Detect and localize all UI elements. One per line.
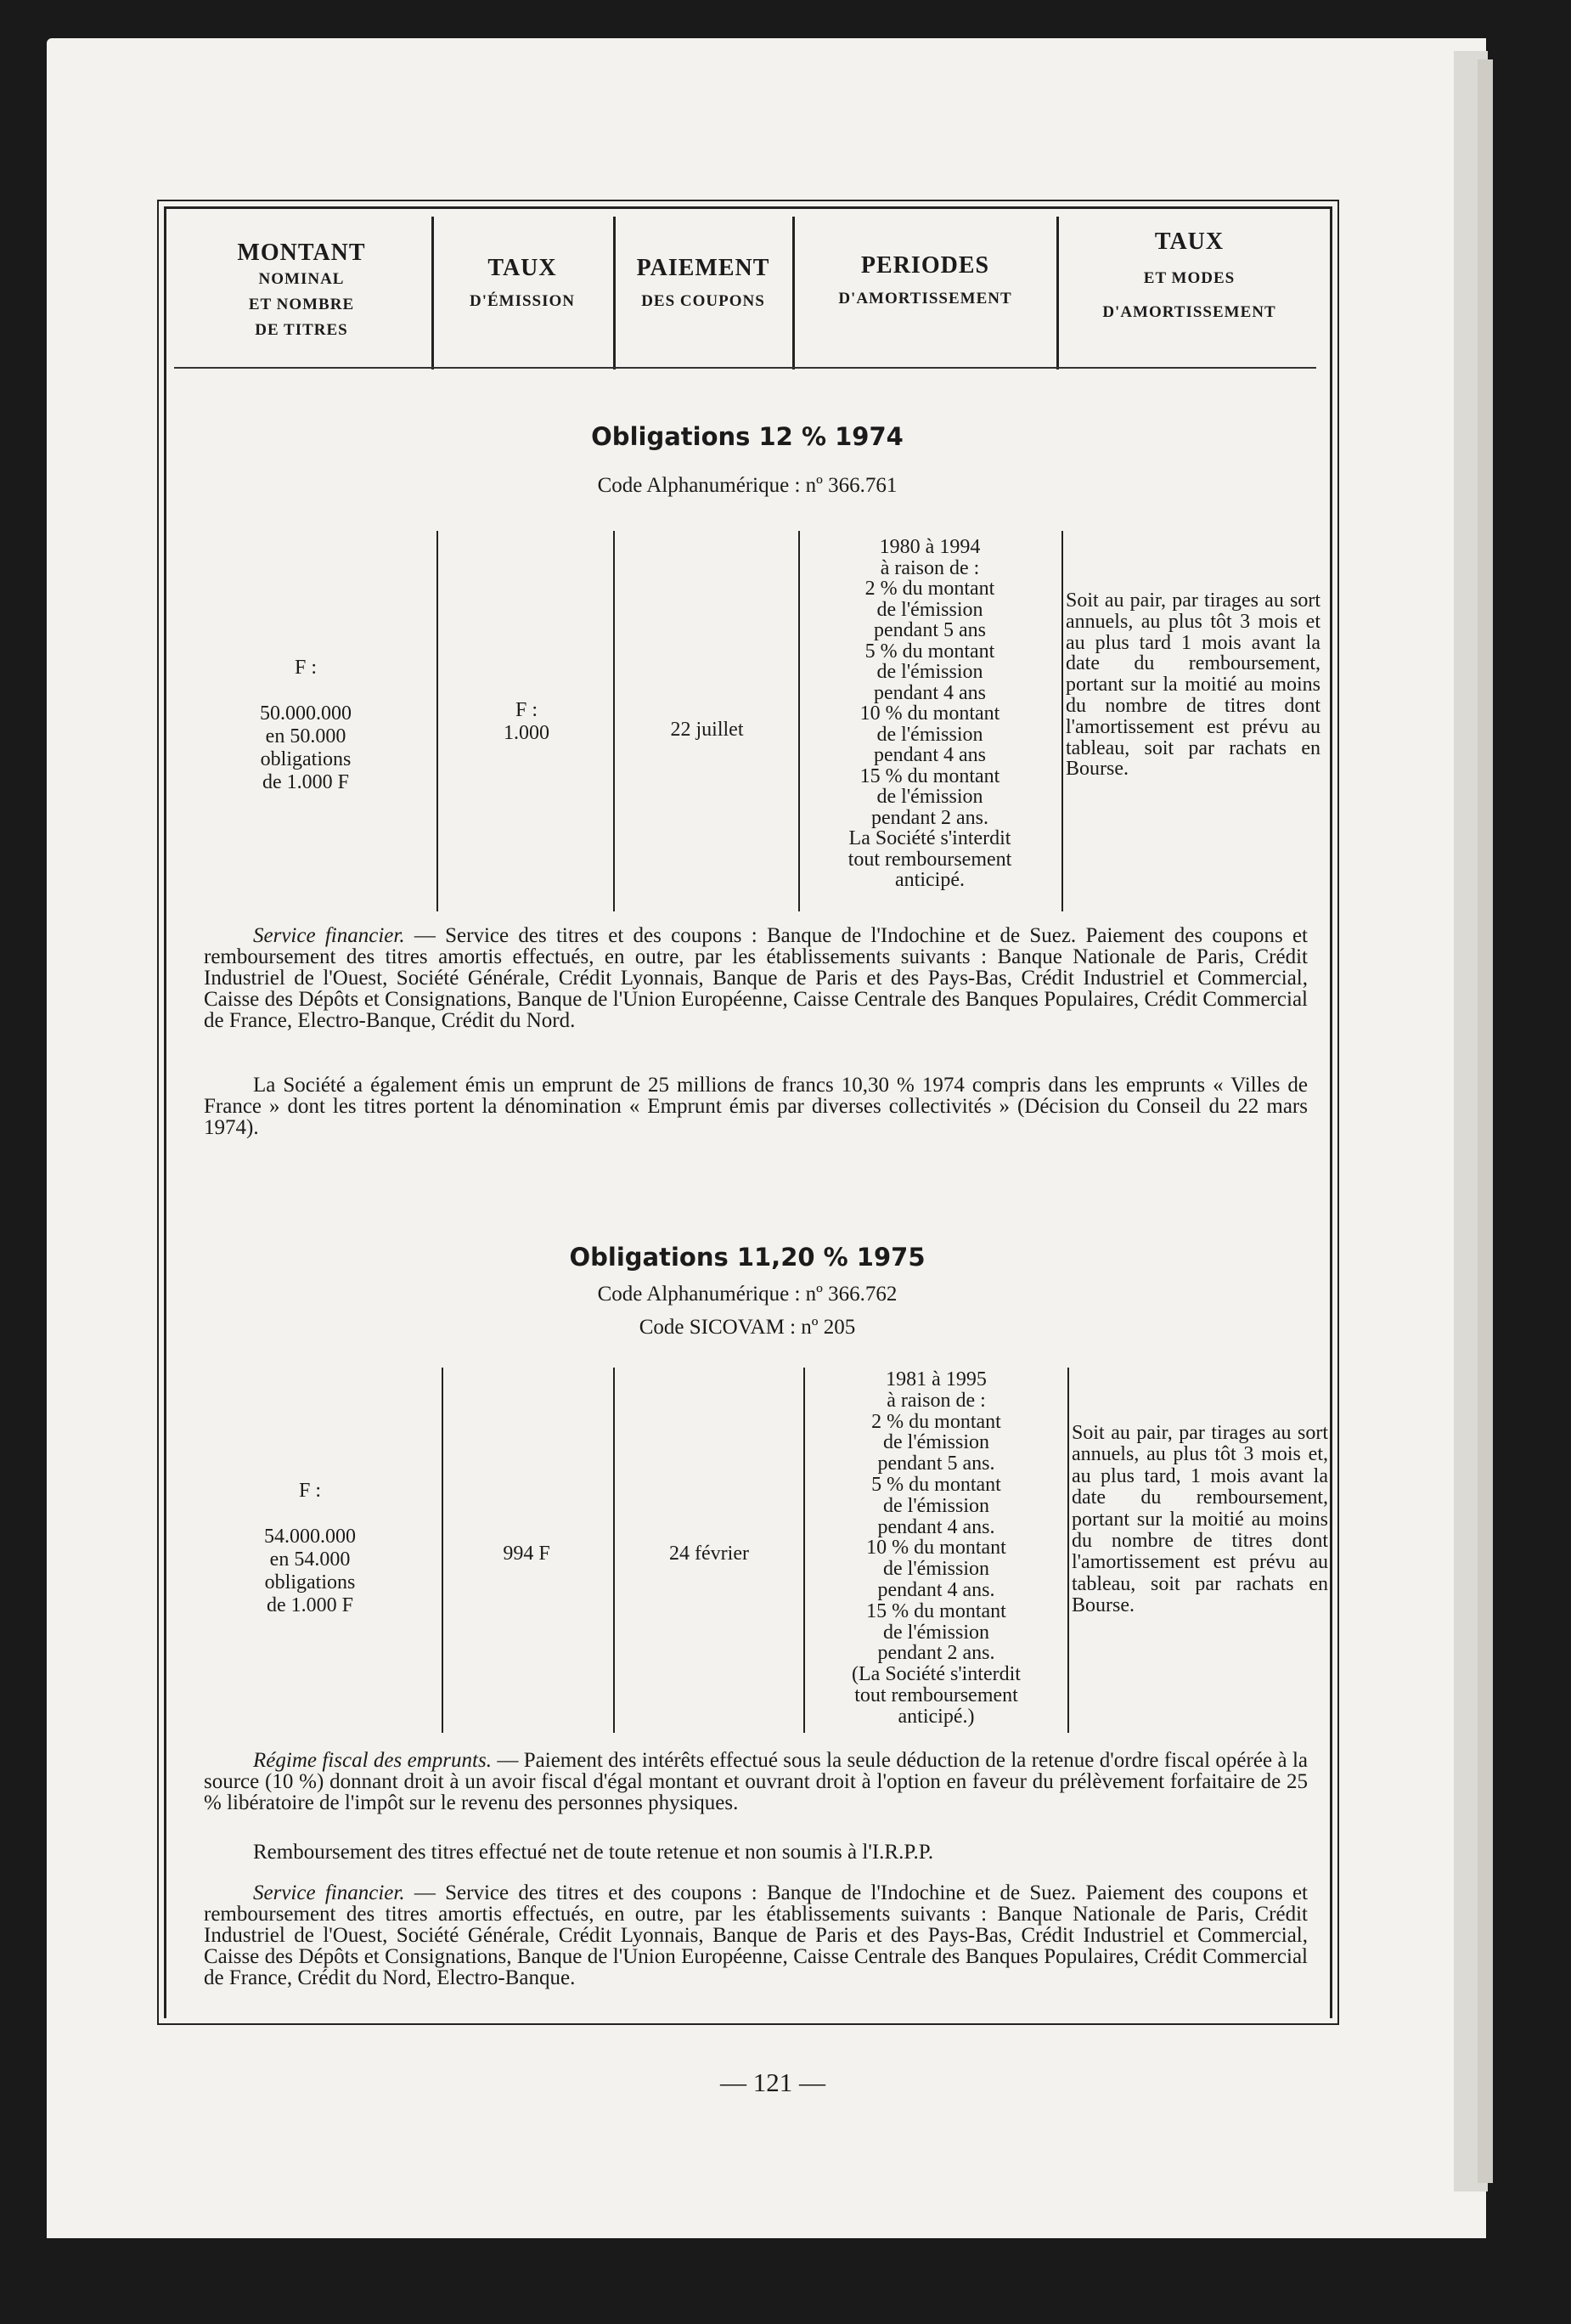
s2-service-financier xyxy=(204,1882,1308,1988)
header-paiement-l2: DES COUPONS xyxy=(641,292,765,310)
header-montant-l3: ET NOMBRE xyxy=(248,296,355,313)
header-taux-l2: D'ÉMISSION xyxy=(469,292,576,310)
s2-regime-text: — Paiement des intérêts effectué sous la seule déduction de la retenue d'ordre fiscal opérée à la source (10 %) donnant droit à un avoir fiscal d'égal montant et ouvrant droit à l'option en faveur du prélèvement forfaitaire de 25 % libératoire de l'impôt sur le revenu des personnes physiques. xyxy=(204,1749,1308,1814)
section2-code2: Code SICOVAM : nº 205 xyxy=(639,1316,856,1339)
s2-regime-fiscal xyxy=(204,1750,1308,1814)
header-bottom-rule xyxy=(174,367,1316,369)
header-paiement xyxy=(617,217,790,406)
s2-col-line-1 xyxy=(442,1368,443,1733)
section2-code1: Code Alphanumérique : nº 366.762 xyxy=(597,1283,898,1306)
header-modes-l2: ET MODES xyxy=(1143,269,1236,287)
section2-title: Obligations 11,20 % 1975 xyxy=(569,1243,926,1272)
header-montant-l4: DE TITRES xyxy=(255,321,348,339)
s1-col-line-1 xyxy=(436,531,438,911)
header-divider-2 xyxy=(613,217,616,369)
s1-service-label: Service financier. xyxy=(253,924,405,947)
header-periodes-l1: PERIODES xyxy=(860,252,990,279)
s2-paiement: 24 février xyxy=(669,1543,749,1565)
header-periodes xyxy=(796,217,1055,403)
header-montant-l2: NOMINAL xyxy=(258,270,345,288)
section1-code: Code Alphanumérique : nº 366.761 xyxy=(597,474,898,497)
s2-service-label: Service financier. xyxy=(253,1881,405,1904)
header-paiement-l1: PAIEMENT xyxy=(636,255,770,281)
s2-remboursement: Remboursement des titres effectué net de toute retenue et non soumis à l'I.R.P.P. xyxy=(253,1841,934,1864)
page-number: — 121 — xyxy=(720,2067,825,2097)
s1-service-financier xyxy=(204,925,1308,1031)
s2-service-text: — Service des titres et des coupons : Banque de l'Indochine et de Suez. Paiement des coupons et remboursement des titres amortis effectués, en outre, par les établissements suivants : Banque Nationale de Paris, Crédit Industriel de l'Ouest, Société Générale, Crédit Lyonnais, Banque de Paris et des Pays-Bas, Crédit Industriel et Commercial, Caisse des Dépôts et Consignations, Banque de l'Union Européenne, Caisse Centrale des Banques Populaires, Crédit Commercial de France, Crédit du Nord, Electro-Banque. xyxy=(204,1881,1308,1989)
s1-taux: F : 1.000 xyxy=(504,699,549,744)
header-modes-l3: D'AMORTISSEMENT xyxy=(1102,303,1276,321)
header-divider-3 xyxy=(792,217,795,369)
s2-modes: Soit au pair, par tirages au sort annuels, au plus tôt 3 mois et, au plus tard, 1 mois avant la date du remboursement, portant sur la moitié au moins du nombre de titres dont l'amortissement est prévu au tableau, soit par rachats en Bourse. xyxy=(1072,1422,1328,1617)
header-modes-l1: TAUX xyxy=(1154,228,1225,255)
s1-montant: F : 50.000.000 en 50.000 obligations de 1.000 F xyxy=(260,657,352,793)
section1-title: Obligations 12 % 1974 xyxy=(591,422,904,451)
header-taux xyxy=(435,217,610,406)
s2-col-line-2 xyxy=(613,1368,615,1733)
s2-taux: 994 F xyxy=(503,1543,550,1565)
s1-modes: Soit au pair, par tirages au sort annuels, au plus tôt 3 mois et au plus tard 1 mois avant la date du remboursement, portant sur la moitié au moins du nombre de titres dont l'amortissement est prévu au tableau, soit par rachats en Bourse. xyxy=(1066,589,1320,781)
s1-periodes: 1980 à 1994 à raison de : 2 % du montant de l'émission pendant 5 ans 5 % du montant de l'émission pendant 4 ans 10 % du montant de l'émission pendant 4 ans 15 % du montant de l'émission pendant 2 ans. La Société s'interdit tout remboursement anticipé. xyxy=(847,536,1012,891)
header-divider-1 xyxy=(431,217,434,369)
header-taux-l1: TAUX xyxy=(487,255,557,281)
s2-montant: F : 54.000.000 en 54.000 obligations de 1.000 F xyxy=(264,1480,356,1616)
header-montant xyxy=(174,217,429,391)
s1-col-line-2 xyxy=(613,531,615,911)
header-modes xyxy=(1060,217,1319,380)
page-edge-shadow xyxy=(1478,59,1493,2183)
s1-paiement: 22 juillet xyxy=(670,719,744,741)
s1-service-text: — Service des titres et des coupons : Banque de l'Indochine et de Suez. Paiement des coupons et remboursement des titres amortis effectués, en outre, par les établissements suivants : Banque Nationale de Paris, Crédit Industriel de l'Ouest, Société Générale, Crédit Lyonnais, Banque de Paris et des Pays-Bas, Crédit Industriel et Commercial, Caisse des Dépôts et Consignations, Banque de l'Union Européenne, Caisse Centrale des Banques Populaires, Crédit Commercial de France, Electro-Banque, Crédit du Nord. xyxy=(204,924,1308,1032)
header-montant-l1: MONTANT xyxy=(237,240,366,266)
s2-col-line-3 xyxy=(803,1368,805,1733)
s2-periodes: 1981 à 1995 à raison de : 2 % du montant de l'émission pendant 5 ans. 5 % du montant de l'émission pendant 4 ans. 10 % du montant de l'émission pendant 4 ans. 15 % du montant de l'émission pendant 2 ans. (La Société s'interdit tout remboursement anticipé.) xyxy=(852,1368,1021,1728)
s1-emprunt: La Société a également émis un emprunt de 25 millions de francs 10,30 % 1974 compris dans les emprunts « Villes de France » dont les titres portent la dénomination « Emprunt émis par diverses collectivités » (Décision du Conseil du 22 mars 1974). xyxy=(204,1074,1308,1139)
s2-col-line-4 xyxy=(1067,1368,1069,1733)
header-divider-4 xyxy=(1056,217,1059,369)
s1-col-line-4 xyxy=(1061,531,1063,911)
s1-col-line-3 xyxy=(798,531,800,911)
header-periodes-l2: D'AMORTISSEMENT xyxy=(838,290,1012,307)
s2-regime-label: Régime fiscal des emprunts. xyxy=(253,1749,492,1772)
